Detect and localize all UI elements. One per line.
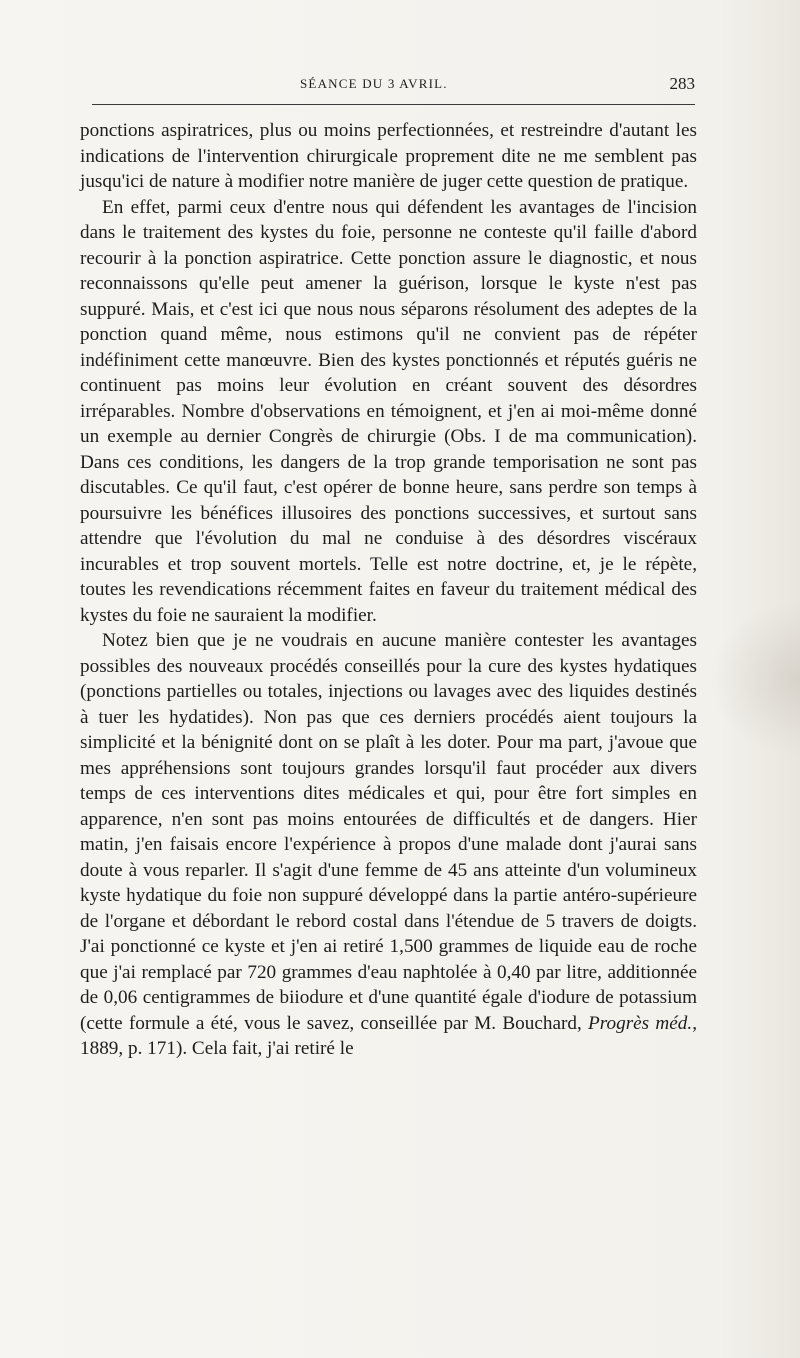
paragraph-1: ponctions aspiratrices, plus ou moins perfectionnées, et restreindre d'autant les indications de l'intervention chirurgicale proprement dite ne me semblent pas jusqu'ici de nature à modifier notre manière de juger cette question de pratique. [80, 120, 697, 192]
journal-title-italic: Progrès méd. [588, 1012, 693, 1034]
running-title: SÉANCE DU 3 AVRIL. [300, 76, 448, 91]
body-text [80, 118, 697, 1062]
paragraph-3 [80, 628, 697, 1062]
paragraph-2: En effet, parmi ceux d'entre nous qui défendent les avantages de l'incision dans le traitement des kystes du foie, personne ne conteste qu'il faille d'abord recourir à la ponction aspiratrice. Cette ponction assure le diagnostic, et nous reconnaissons qu'elle peut amener la guérison, lorsque le kyste n'est pas suppuré. Mais, et c'est ici que nous nous séparons résolument des adeptes de la ponction quand même, nous estimons qu'il ne convient pas de répéter indéfiniment cette manœuvre. Bien des kystes ponctionnés et réputés guéris ne continuent pas moins leur évolution en créant souvent des désordres irréparables. Nombre d'observations en témoignent, et j'en ai moi-même donné un exemple au dernier Congrès de chirurgie (Obs. I de ma communication). Dans ces conditions, les dangers de la trop grande temporisation ne sont pas discutables. Ce qu'il faut, c'est opérer de bonne heure, sans perdre son temps à poursuivre les bénéfices illusoires des ponctions successives, et surtout sans attendre que l'évolution du mal ne conduise à des désordres viscéraux incurables et trop souvent mortels. Telle est notre doctrine, et, je le répète, toutes les revendications récemment faites en faveur du traitement médical des kystes du foie ne sauraient la modifier. [80, 196, 697, 626]
page-number: 283 [669, 74, 695, 93]
paragraph-3-text-end: , 1889, p. 171). Cela fait, j'ai retiré le [80, 1012, 697, 1059]
header-rule [92, 104, 695, 105]
paragraph-3-text: Notez bien que je ne voudrais en aucune manière contester les avantages possibles des nouveaux procédés conseillés pour la cure des kystes hydatiques (ponctions partielles ou totales, injections ou lavages avec des liquides destinés à tuer les hydatides). Non pas que ces derniers procédés aient toujours la simplicité et la bénignité dont on se plaît à les doter. Pour ma part, j'avoue que mes appréhensions sont toujours grandes lorsqu'il faut procéder aux divers temps de ces interventions dites médicales et qui, pour être fort simples en apparence, n'en sont pas moins entourées de difficultés et de dangers. Hier matin, j'en faisais encore l'expérience à propos d'une malade dont j'aurai sans doute à vous reparler. Il s'agit d'une femme de 45 ans atteinte d'un volumineux kyste hydatique du foie non suppuré développé dans la partie antéro-supérieure de l'organe et débordant le rebord costal dans l'étendue de 5 travers de doigts. J'ai ponctionné ce kyste et j'en ai retiré 1,500 grammes de liquide eau de roche que j'ai remplacé par 720 grammes d'eau naphtolée à 0,40 par litre, additionnée de 0,06 centigrammes de biiodure et d'une quantité égale d'iodure de potassium (cette formule a été, vous le savez, conseillée par M. Bouchard, [80, 630, 697, 1034]
running-head [80, 74, 695, 98]
